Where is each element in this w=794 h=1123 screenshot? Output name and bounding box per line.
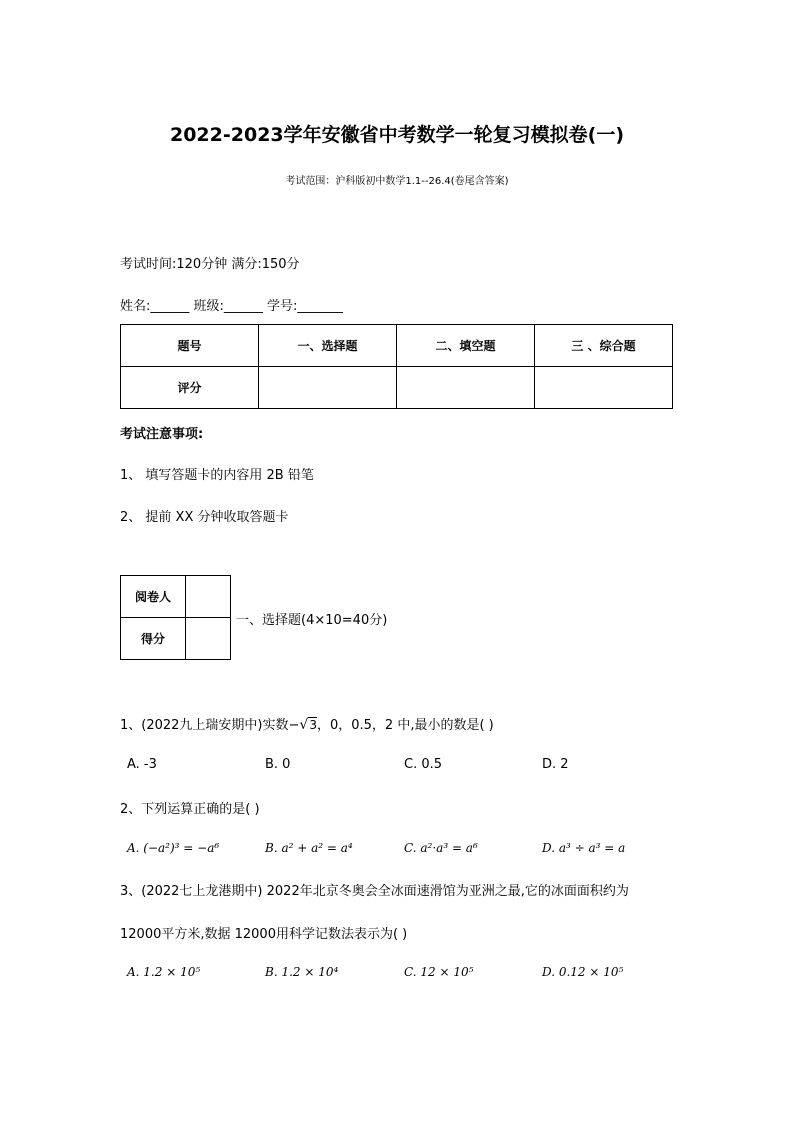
option-c: C. a²·a³ = a⁶ [404, 841, 478, 855]
question-1-stem [120, 714, 494, 733]
score-table [120, 324, 673, 409]
score-cell [259, 367, 397, 409]
reviewer-cell [186, 576, 231, 618]
sqrt-radicand: 3 [309, 718, 317, 732]
score-header-cell: 题号 [121, 325, 259, 367]
score-cell [397, 367, 535, 409]
option-a: A. -3 [127, 757, 157, 772]
question-1-text: 1、(2022九上瑞安期中)实数 [120, 718, 289, 733]
section-title: 一、选择题(4×10=40分) [236, 613, 388, 628]
option-b: B. 1.2 × 10⁴ [265, 965, 339, 979]
notice-item: 2、 提前 XX 分钟收取答题卡 [120, 510, 289, 525]
grader-score-label: 得分 [121, 618, 186, 660]
score-row-label: 评分 [121, 367, 259, 409]
score-header-cell: 一、选择题 [259, 325, 397, 367]
score-table-score-row [121, 367, 673, 409]
option-c: C. 0.5 [404, 757, 443, 772]
exam-title: 2022-2023学年安徽省中考数学一轮复习模拟卷(一) [169, 124, 625, 146]
exam-scope: 考试范围：沪科版初中数学1.1--26.4(卷尾含答案) [285, 176, 509, 187]
grader-score-cell [186, 618, 231, 660]
question-1-text-after: ，0，0.5，2 中,最小的数是( ) [316, 718, 494, 733]
minus-sign: − [288, 718, 300, 733]
question-2-stem: 2、下列运算正确的是( ) [120, 802, 260, 817]
option-b: B. a² + a² = a⁴ [265, 841, 353, 855]
sqrt-expression: √3 [299, 717, 317, 733]
score-header-cell: 三 、综合题 [535, 325, 673, 367]
option-b: B. 0 [265, 757, 291, 772]
exam-time-line: 考试时间:120分钟 满分:150分 [120, 257, 300, 272]
score-table-header-row [121, 325, 673, 367]
option-d: D. a³ ÷ a³ = a [542, 841, 626, 855]
option-d: D. 0.12 × 10⁵ [542, 965, 624, 979]
question-3-stem-line-1: 3、(2022七上龙港期中) 2022年北京冬奥会全冰面速滑馆为亚洲之最,它的冰面面积约为 [120, 884, 629, 899]
reviewer-label: 阅卷人 [121, 576, 186, 618]
notice-item: 1、 填写答题卡的内容用 2B 铅笔 [120, 468, 314, 483]
option-d: D. 2 [542, 757, 569, 772]
option-a: A. 1.2 × 10⁵ [127, 965, 201, 979]
score-header-cell: 二、填空题 [397, 325, 535, 367]
question-3-stem-line-2: 12000平方米,数据 12000用科学记数法表示为( ) [120, 927, 408, 942]
option-a: A. (−a²)³ = −a⁶ [127, 841, 220, 855]
option-c: C. 12 × 10⁵ [404, 965, 474, 979]
notice-heading: 考试注意事项: [120, 427, 204, 442]
score-cell [535, 367, 673, 409]
grader-table [120, 575, 231, 660]
student-info-line: 姓名:______ 班级:______ 学号:_______ [120, 299, 343, 314]
